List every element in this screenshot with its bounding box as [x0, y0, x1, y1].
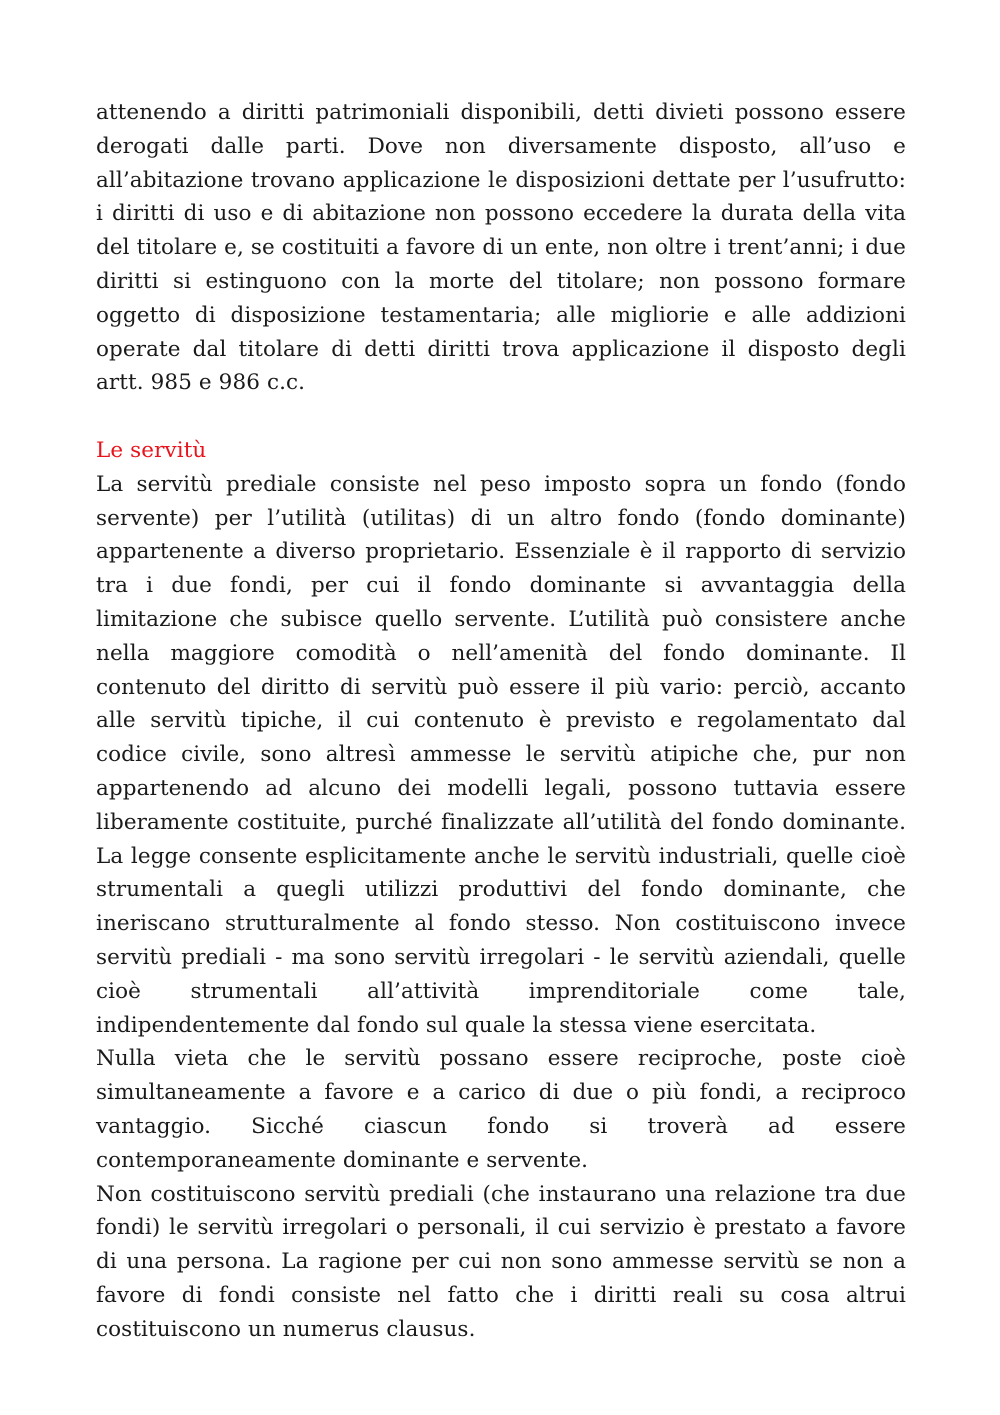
paragraph-servitu-reciproche: Nulla vieta che le servitù possano essere reciproche, poste cioè simultaneamente a favore e a carico di due o più fondi, a reciproco vantaggio. Sicché ciascun fondo si troverà ad essere contemporaneamente dominante e servente. [96, 1046, 906, 1173]
paragraph-usufrutto: attenendo a diritti patrimoniali disponibili, detti divieti possono essere derogati dalle parti. Dove non diversamente disposto, all’uso e all’abitazione trovano applicazione le disposizioni dettate per l’usufrutto: i diritti di uso e di abitazione non possono eccedere la durata della vita del titolare e, se costituiti a favore di un ente, non oltre i trent’anni; i due diritti si estinguono con la morte del titolare; non possono formare oggetto di disposizione testamentaria; alle migliorie e alle addizioni operate dal titolare di detti diritti trova applicazione il disposto degli artt. 985 e 986 c.c. [96, 100, 906, 396]
paragraph-gap [96, 400, 906, 434]
document-page [96, 96, 906, 1346]
paragraph-servitu-prediale: La servitù prediale consiste nel peso imposto sopra un fondo (fondo servente) per l’utilità (utilitas) di un altro fondo (fondo dominante) appartenente a diverso proprietario. Essenziale è il rapporto di servizio tra i due fondi, per cui il fondo dominante si avvantaggia della limitazione che subisce quello servente. L’utilità può consistere anche nella maggiore comodità o nell’amenità del fondo dominante. Il contenuto del diritto di servitù può essere il più vario: perciò, accanto alle servitù tipiche, il cui contenuto è previsto e regolamentato dal codice civile, sono altresì ammesse le servitù atipiche che, pur non appartenendo ad alcuno dei modelli legali, possono tuttavia essere liberamente costituite, purché finalizzate all’utilità del fondo dominante. La legge consente esplicitamente anche le servitù industriali, quelle cioè strumentali a quegli utilizzi produttivi del fondo dominante, che ineriscano strutturalmente al fondo stesso. Non costituiscono invece servitù prediali - ma sono servitù irregolari - le servitù aziendali, quelle cioè strumentali all’attività imprenditoriale come tale, indipendentemente dal fondo sul quale la stessa viene esercitata. [96, 471, 906, 1038]
section-heading-servitu: Le servitù [96, 437, 207, 463]
paragraph-servitu-irregolari: Non costituiscono servitù prediali (che instaurano una relazione tra due fondi) le servitù irregolari o personali, il cui servizio è prestato a favore di una persona. La ragione per cui non sono ammesse servitù se non a favore di fondi consiste nel fatto che i diritti reali su cosa altrui costituiscono un numerus clausus. [96, 1181, 906, 1342]
